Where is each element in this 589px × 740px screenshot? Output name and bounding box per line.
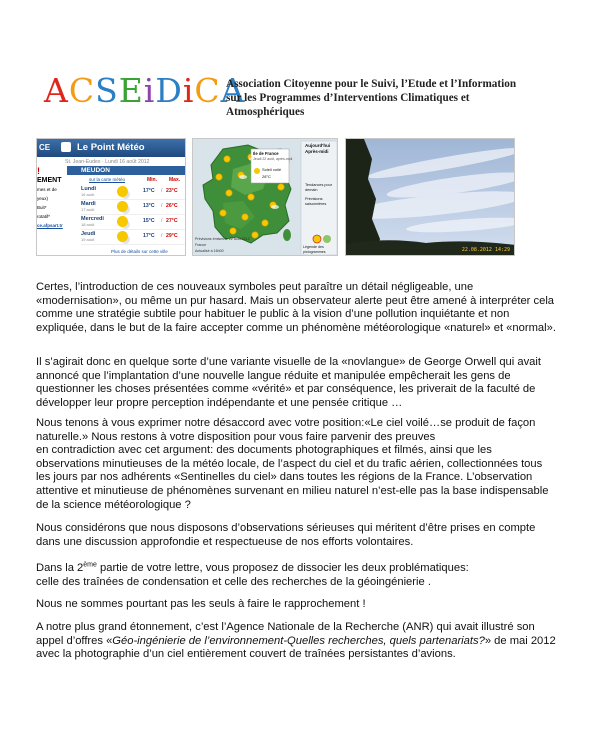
legend-1[interactable]: Tendances pour demain: [305, 183, 333, 192]
forecast-day-date: 18 août: [81, 222, 95, 227]
map-temp: 28°C: [262, 174, 271, 179]
paragraph-5: [36, 562, 556, 589]
org-name-line-2: sur les Programmes d’Interventions Climatiques et Atmosphériques: [226, 92, 470, 118]
legend-footer[interactable]: Légende des pictogrammes: [303, 245, 326, 254]
forecast-day-row: [81, 200, 185, 215]
text-span: » de mai 2012 avec la photographie d’un ciel entièrement couvert de traînées persistantes d’avions.: [36, 634, 556, 661]
temp-separator: /: [161, 233, 163, 239]
forecast-day-date: 19 août: [81, 237, 95, 242]
city-bar: [67, 166, 185, 175]
side-line: EMENT: [37, 177, 62, 184]
side-line: !: [37, 166, 40, 176]
forecast-min-temp: 17°C: [143, 188, 155, 194]
sun-cloud-icon: [117, 216, 128, 227]
map-footer: Prévisions émises le 22 août 2012: [195, 237, 250, 241]
paragraph-text: [36, 621, 556, 662]
forecast-day-row: [81, 215, 185, 230]
forecast-day-name: Mardi: [81, 201, 96, 207]
logo-letter: i: [143, 71, 156, 110]
paragraph-7: [36, 621, 556, 662]
paragraph-text: Nous ne sommes pourtant pas les seuls à faire le rapprochement !: [36, 598, 366, 610]
col-min: Min.: [147, 177, 157, 183]
meteo-forecast-screenshot: [36, 138, 186, 256]
paragraph-text: en contradiction avec cet argument: des documents photographiques et filmés, ainsi que les observations minutieuses de la météo locale, de l’aspect du ciel et du trafic aérien, collectionnées tous les jours par nos adhérents «Sentinelles du ciel» dans toutes les régions de la France. L’observation attentive et minutieuse de phénomènes survenant en milieu naturel n’est-elle pas la base indispensable de la science météorologique ?: [36, 444, 549, 511]
paragraph-6: [36, 598, 556, 612]
sky-photo-svg: [346, 139, 515, 256]
forecast-max-temp: 29°C: [166, 233, 178, 239]
paragraph-text: celle des traînées de condensation et celle des recherches de la géoingénierie .: [36, 575, 431, 588]
meteo-date: St. Jean-Eudes · Lundi 16 août 2012: [65, 159, 150, 165]
org-name-line-1: Association Citoyenne pour le Suivi, l’Etude et l’Information: [226, 78, 517, 90]
photo-timestamp: 22.08.2012 14:29: [461, 247, 510, 253]
forecast-day-name: Lundi: [81, 186, 96, 192]
map-footer-3: Actualisé à 16h00: [195, 249, 224, 253]
forecast-max-temp: 26°C: [166, 203, 178, 209]
text-span: A notre plus grand étonnement, c’est l’Agence Nationale de la Recherche (ANR) qui avait illustré son appel d’offres «: [36, 621, 535, 647]
sky-photo: [345, 138, 515, 256]
paragraph-2: [36, 356, 556, 410]
paragraph-text: Certes, l’introduction de ces nouveaux symboles peut paraître un détail négligeable, une «modernisation», ou même un pur hasard. Mais un observateur alerte peut être amené à interpréter cela comme une stratégie subtile pour habituer le public à la vision d’une pollution inquiétante et non expliquée, dans le but de la faire accepter comme un phénomène météorologique «naturel» et «normal».: [36, 281, 556, 334]
col-max: Max.: [169, 177, 181, 183]
paragraph-text: Nous tenons à vous exprimer notre désaccord avec votre position:«Le ciel voilé…se produit de façon naturelle.» Nous restons à votre disposition pour vous faire parvenir des preuves: [36, 417, 536, 443]
panel-sub: Après-midi: [305, 149, 329, 154]
forecast-day-date: 17 août: [81, 207, 95, 212]
forecast-day-name: Jeudi: [81, 231, 96, 237]
organization-name: [226, 77, 526, 119]
logo-letter: A: [220, 71, 246, 110]
acsedica-logo: [44, 73, 245, 109]
meteo-widget-title: Le Point Météo: [77, 142, 145, 153]
side-line: rotatif*: [37, 214, 51, 219]
details-link[interactable]: Plus de détails sur cette ville: [111, 249, 168, 254]
side-line: Buit*: [37, 205, 47, 210]
forecast-day-row: [81, 230, 185, 245]
forecast-min-temp: 15°C: [143, 218, 155, 224]
paragraph-text: Il s’agirait donc en quelque sorte d’une variante visuelle de la «novlangue» de George Orwell qui avait annoncé que l’implantation d’une nouvelle langue réduite et manipulée empêcherait les gens de questionner les choses présentées comme «vérité» et par conséquence, les priverait de la faculté de développer leur propre perception indépendante et une pensée critique …: [36, 356, 541, 409]
map-region: Ile de France: [253, 151, 279, 156]
paragraph-3: [36, 417, 556, 512]
forecast-day-row: [81, 185, 185, 200]
temp-separator: /: [161, 218, 163, 224]
logo-letter: A: [44, 71, 69, 110]
sun-cloud-icon: [117, 201, 128, 212]
forecast-min-temp: 17°C: [143, 233, 155, 239]
italic-title: Géo-ingénierie de l’environnement-Quelles recherches, quels partenariats?: [112, 634, 485, 647]
letterhead: [36, 67, 516, 119]
forecast-max-temp: 27°C: [166, 218, 178, 224]
temp-separator: /: [161, 203, 163, 209]
widget-header-left: CE: [39, 143, 51, 152]
meteo-side-text: [37, 167, 65, 230]
logo-letter: E: [118, 71, 144, 110]
sun-cloud-icon: [117, 186, 128, 197]
forecast-max-temp: 23°C: [166, 188, 178, 194]
logo-letter: D: [155, 71, 183, 110]
paragraph-text: Nous considérons que nous disposons d’observations sérieuses qui méritent d’être prises en compte dans une discussion approfondie et respectueuse de nos efforts volontaires.: [36, 522, 536, 548]
text-span: partie de votre lettre, vous proposez de dissocier les deux problématiques:: [96, 562, 469, 574]
sun-cloud-icon: [117, 231, 128, 242]
city-name: MEUDON: [81, 167, 110, 174]
map-region-date: Jeudi 22 août, après-midi: [253, 157, 293, 161]
logo-letter: i: [182, 71, 195, 110]
paragraph-1: [36, 281, 556, 335]
text-span: Dans la 2: [36, 562, 84, 574]
logo-letter: C: [68, 71, 96, 110]
map-link[interactable]: sur la carte météo: [89, 177, 126, 182]
superscript: ème: [83, 561, 97, 569]
panel-title: Aujourd'hui: [305, 143, 331, 148]
forecast-min-temp: 13°C: [143, 203, 155, 209]
logo-letter: C: [194, 71, 221, 110]
forecast-day-date: 16 août: [81, 192, 95, 197]
side-link[interactable]: ce.afpsart.tr: [37, 223, 63, 228]
logo-letter: S: [95, 71, 119, 110]
legend-2[interactable]: Prévisions saisonnières: [305, 197, 327, 206]
side-line: mes et de yeux): [37, 187, 57, 201]
france-weather-map: [192, 138, 338, 256]
paragraph-text: [36, 562, 556, 576]
meteo-widget-header: [37, 139, 186, 157]
temp-separator: /: [161, 188, 163, 194]
map-label: Soleil voilé: [262, 167, 282, 172]
forecast-day-name: Mercredi: [81, 216, 104, 222]
map-footer-2: France: [195, 243, 207, 247]
meteo-icon: [61, 142, 71, 152]
paragraph-4: [36, 522, 556, 549]
